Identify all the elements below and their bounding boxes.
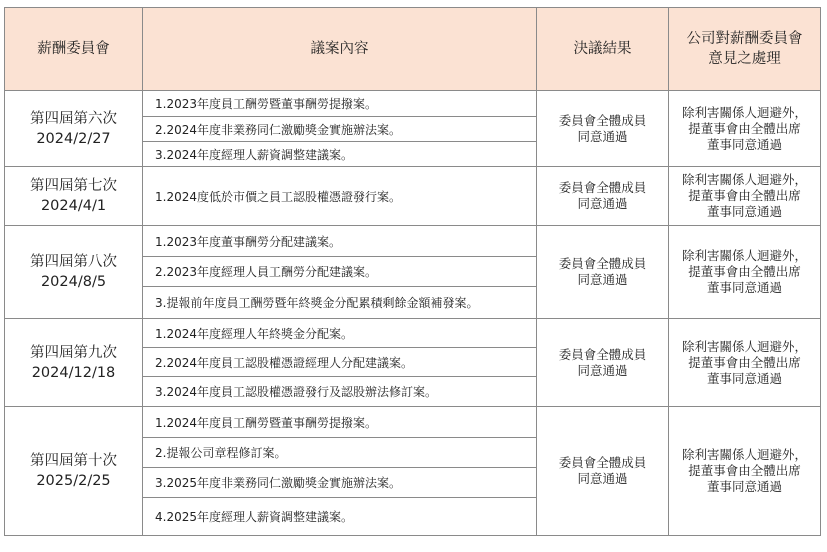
proposal-item: 2.2024年度非業務同仁激勵獎金實施辦法案。 — [143, 117, 537, 142]
resolution-line: 同意通過 — [577, 196, 628, 211]
header-handling — [669, 8, 821, 91]
handling-line: 提董事會由全體出席 — [688, 264, 801, 279]
meeting-cell — [5, 319, 143, 407]
handling-line: 提董事會由全體出席 — [688, 120, 801, 136]
handling-line: 提董事會由全體出席 — [688, 463, 801, 478]
meeting-name: 第四屆第十次 — [30, 453, 117, 469]
proposal-item: 1.2024度低於市價之員工認股權憑證發行案。 — [143, 167, 537, 226]
header-handling-line2: 意見之處理 — [708, 51, 781, 67]
resolution-line: 同意通過 — [577, 471, 628, 486]
handling-cell — [669, 167, 821, 226]
proposal-item: 2.提報公司章程修訂案。 — [143, 438, 537, 468]
proposal-item: 2.2024年度員工認股權憑證經理人分配建議案。 — [143, 348, 537, 377]
meeting-name: 第四屆第六次 — [30, 110, 117, 127]
handling-cell — [669, 226, 821, 319]
meeting-cell — [5, 407, 143, 536]
handling-line: 董事同意通過 — [706, 204, 782, 219]
compensation-committee-table — [4, 7, 821, 536]
table-row — [5, 226, 821, 257]
meeting-name: 第四屆第九次 — [30, 344, 117, 361]
proposal-item: 3.2024年度員工認股權憑證發行及認股辦法修訂案。 — [143, 377, 537, 407]
resolution-cell — [537, 167, 669, 226]
resolution-cell — [537, 226, 669, 319]
handling-line: 除利害關係人迴避外， — [681, 447, 807, 462]
meeting-cell — [5, 167, 143, 226]
handling-line: 除利害關係人迴避外， — [681, 338, 807, 354]
handling-line: 董事同意通過 — [706, 479, 782, 494]
handling-cell — [669, 407, 821, 536]
table-row — [5, 167, 821, 226]
resolution-cell — [537, 319, 669, 407]
proposal-item: 1.2023年度董事酬勞分配建議案。 — [143, 226, 537, 257]
resolution-line: 委員會全體成員 — [558, 346, 647, 362]
header-committee: 薪酬委員會 — [5, 8, 143, 91]
proposal-item: 3.2025年度非業務同仁激勵獎金實施辦法案。 — [143, 468, 537, 498]
resolution-cell — [537, 91, 669, 167]
proposal-item: 4.2025年度經理人薪資調整建議案。 — [143, 498, 537, 536]
table-row — [5, 91, 821, 117]
meeting-name: 第四屆第七次 — [30, 178, 117, 194]
meeting-name: 第四屆第八次 — [30, 254, 117, 270]
proposal-item: 2.2023年度經理人員工酬勞分配建議案。 — [143, 257, 537, 287]
resolution-line: 同意通過 — [577, 128, 628, 144]
handling-line: 董事同意通過 — [706, 370, 782, 386]
handling-line: 董事同意通過 — [706, 280, 782, 295]
header-handling-line1: 公司對薪酬委員會 — [686, 31, 803, 47]
header-row — [5, 8, 821, 91]
handling-cell — [669, 319, 821, 407]
meeting-date: 2024/12/18 — [31, 364, 116, 381]
resolution-line: 委員會全體成員 — [558, 256, 647, 271]
resolution-line: 同意通過 — [577, 362, 628, 378]
handling-line: 提董事會由全體出席 — [688, 354, 801, 370]
resolution-line: 委員會全體成員 — [558, 112, 647, 128]
handling-line: 提董事會由全體出席 — [688, 188, 801, 203]
meeting-cell — [5, 226, 143, 319]
meeting-date: 2024/2/27 — [36, 130, 111, 147]
table-row — [5, 319, 821, 348]
handling-line: 除利害關係人迴避外， — [681, 248, 807, 263]
handling-cell — [669, 91, 821, 167]
handling-line: 董事同意通過 — [706, 136, 782, 152]
resolution-line: 同意通過 — [577, 272, 628, 287]
resolution-line: 委員會全體成員 — [558, 455, 647, 470]
meeting-date: 2024/4/1 — [40, 198, 107, 214]
resolution-cell — [537, 407, 669, 536]
proposal-item: 1.2023年度員工酬勞暨董事酬勞提撥案。 — [143, 91, 537, 117]
proposal-item: 3.提報前年度員工酬勞暨年終獎金分配累積剩餘金額補發案。 — [143, 287, 537, 319]
header-resolution: 決議結果 — [537, 8, 669, 91]
meeting-date: 2024/8/5 — [40, 274, 107, 290]
handling-line: 除利害關係人迴避外， — [681, 172, 807, 187]
proposal-item: 1.2024年度員工酬勞暨董事酬勞提撥案。 — [143, 407, 537, 438]
meeting-cell — [5, 91, 143, 167]
proposal-item: 1.2024年度經理人年終獎金分配案。 — [143, 319, 537, 348]
meeting-date: 2025/2/25 — [36, 473, 111, 489]
handling-line: 除利害關係人迴避外， — [681, 104, 807, 120]
header-proposal: 議案內容 — [143, 8, 537, 91]
table-row — [5, 407, 821, 438]
resolution-line: 委員會全體成員 — [558, 180, 647, 195]
proposal-item: 3.2024年度經理人薪資調整建議案。 — [143, 142, 537, 167]
